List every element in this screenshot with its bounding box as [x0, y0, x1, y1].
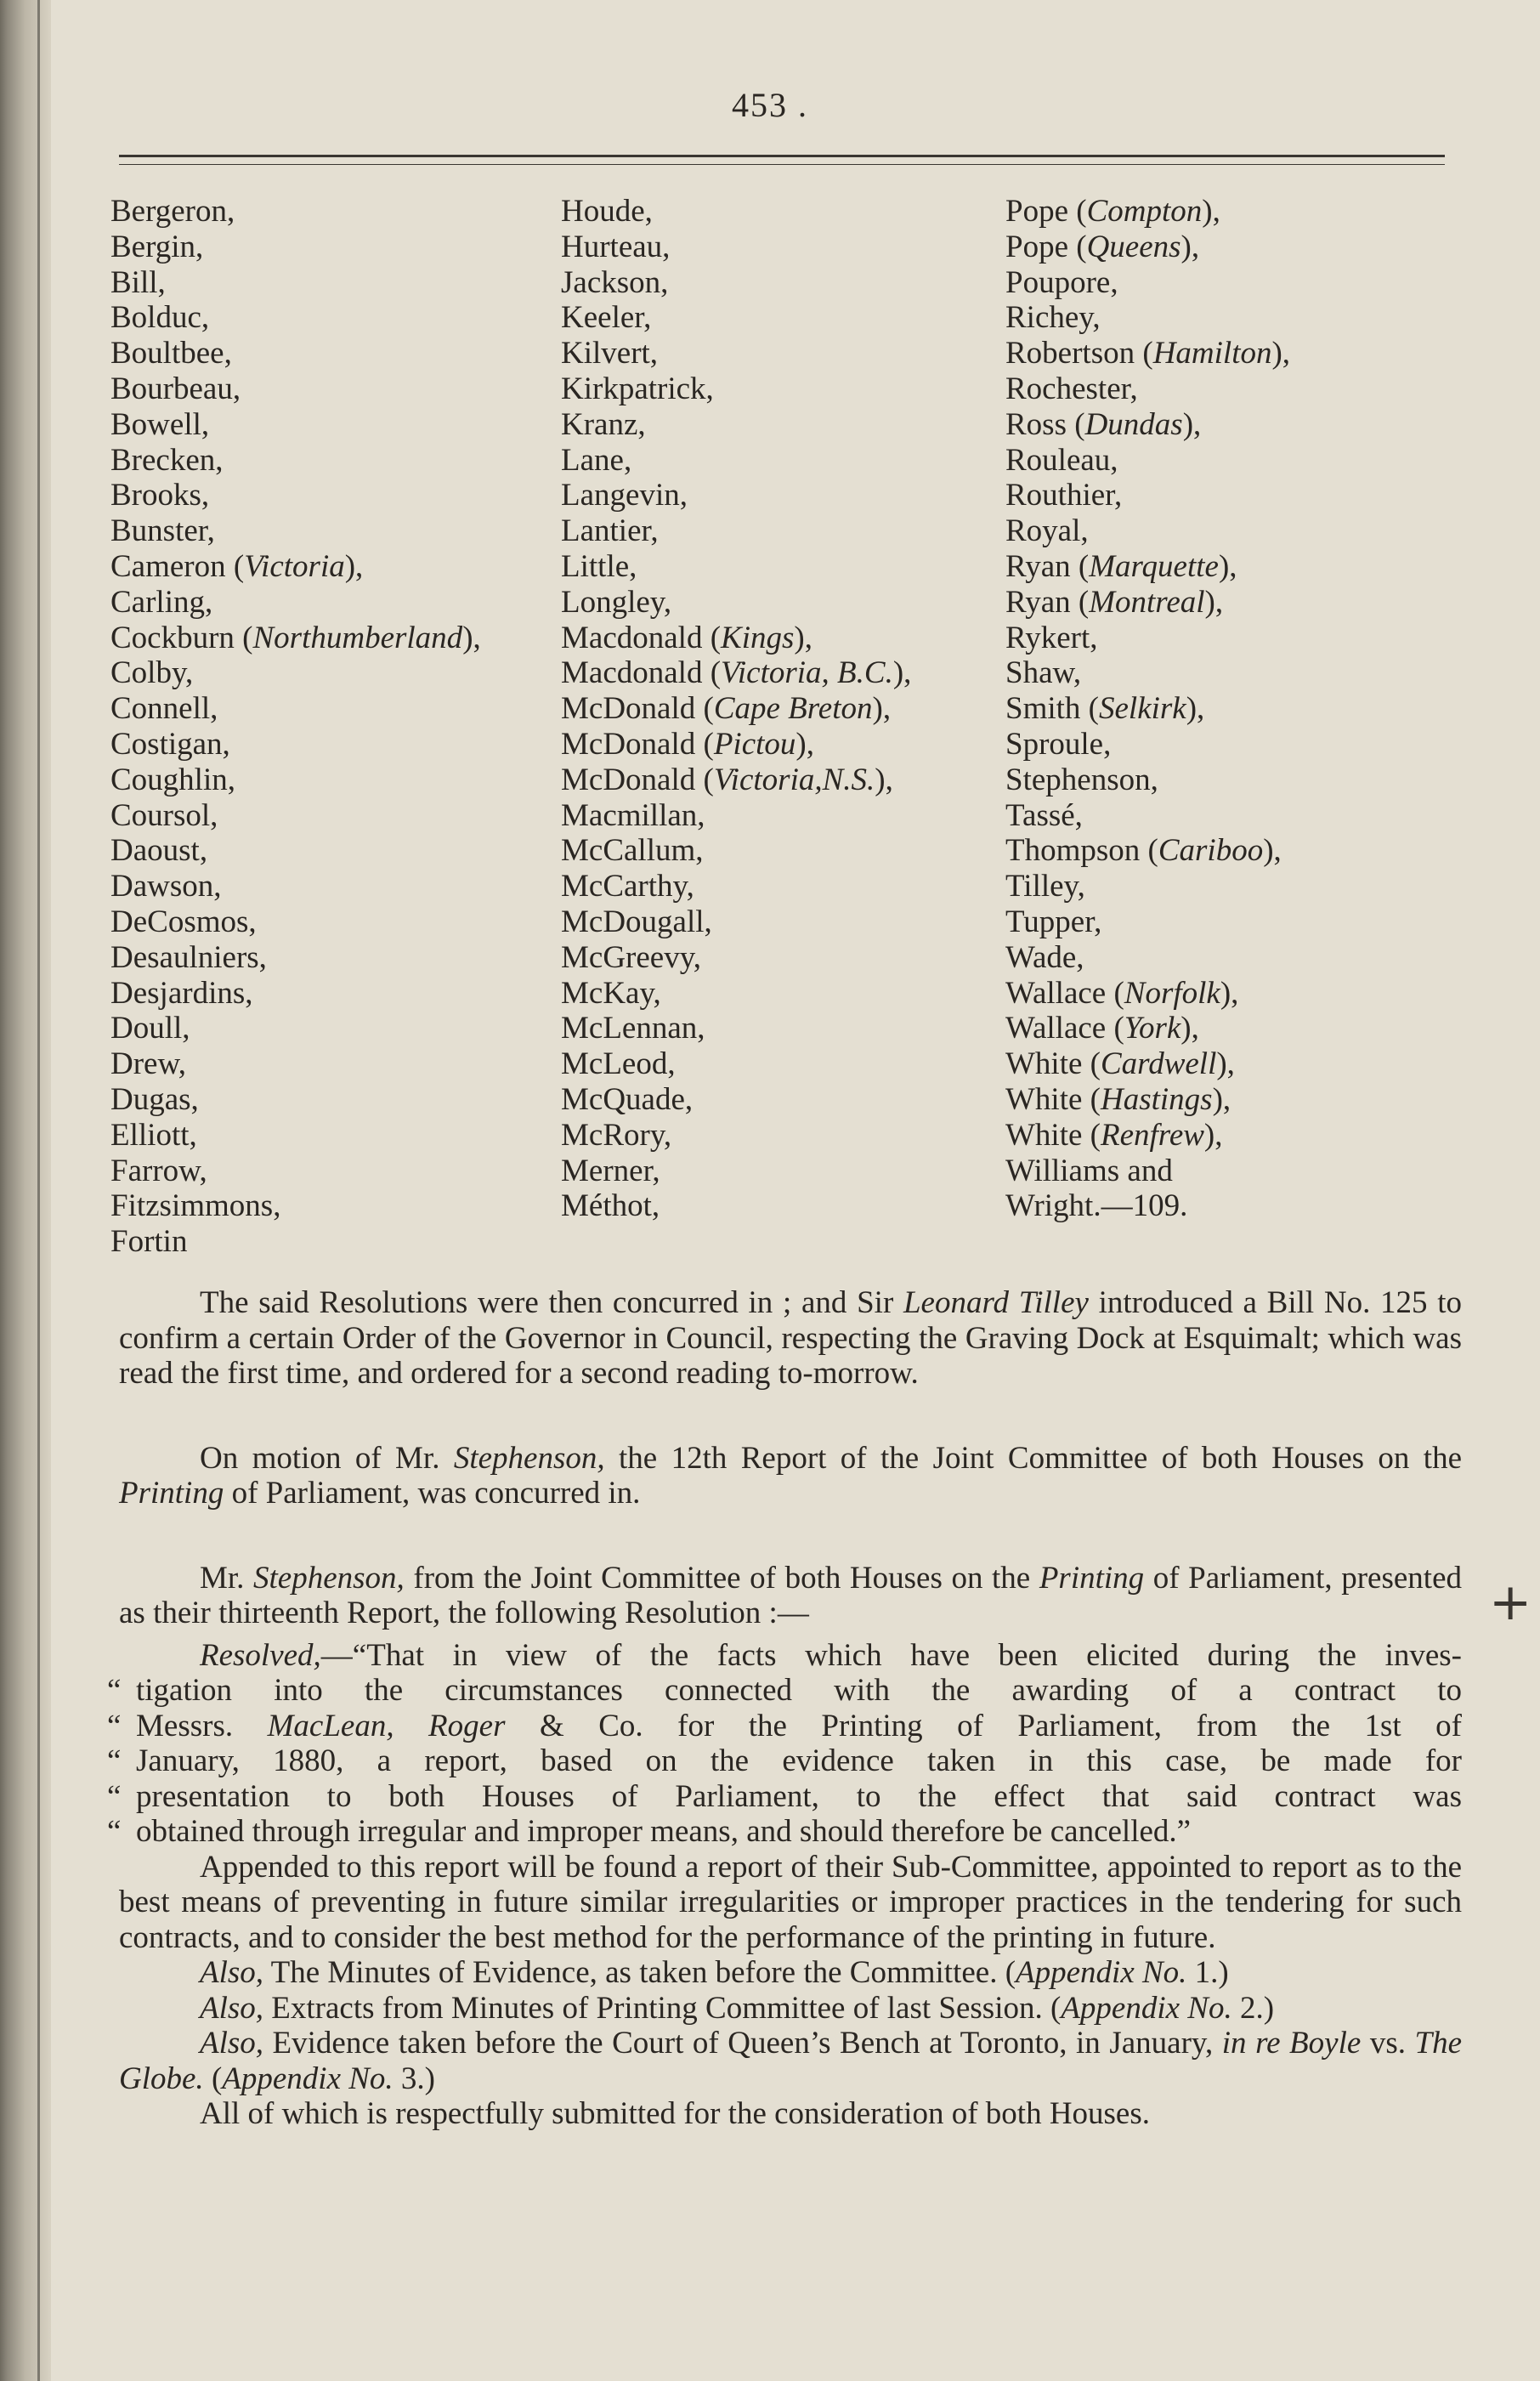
member-name: Pope (Queens), [1005, 229, 1200, 264]
paragraph-thirteenth-report [119, 1561, 1462, 1631]
member-name: Farrow, [110, 1153, 207, 1188]
italic-word: Appendix No. [222, 2061, 393, 2096]
resolution-quote [107, 1637, 1463, 1850]
member-name: Wallace (York), [1005, 1011, 1199, 1046]
member-name: Ryan (Marquette), [1005, 548, 1237, 584]
member-name: Cockburn (Northumberland), [110, 620, 481, 655]
member-name: Bill, [110, 264, 166, 300]
italic-word: Also, [200, 1955, 264, 1990]
member-name: Bourbeau, [110, 371, 241, 406]
text-run: of Parliament, was concurred in. [224, 1476, 641, 1511]
member-name: Wright.—109. [1005, 1188, 1188, 1224]
names-column-3 [1005, 194, 1479, 1260]
text-run: —“That in view of the facts which have been elicited during the inves- [320, 1637, 1462, 1673]
italic-word: The Globe. [119, 2026, 1462, 2096]
text-run: obtained through irregular and improper means, and should therefore be cancelled.” [136, 1814, 1192, 1849]
text-run: The Minutes of Evidence, as taken before the Committee. ( [263, 1955, 1016, 1990]
member-name: Ryan (Montreal), [1005, 584, 1224, 620]
member-name: Cameron (Victoria), [110, 548, 364, 584]
text-run: introduced a Bill No. 125 to confirm a certain Order of the Governor in Council, respecting the Graving Dock at Esquimalt; which was read the first time, and ordered for a second reading to-morrow. [119, 1285, 1463, 1391]
paragraph-also-2 [119, 1991, 1462, 2027]
member-name: McRory, [561, 1117, 672, 1153]
member-name: McCallum, [561, 833, 704, 869]
member-name: Coughlin, [110, 762, 235, 797]
member-name: Keeler, [561, 300, 652, 336]
member-name: Macmillan, [561, 797, 705, 833]
member-name: Rouleau, [1005, 442, 1118, 478]
member-name: Macdonald (Victoria, B.C.), [561, 655, 912, 691]
binding-edge-line [37, 0, 40, 2381]
header-rule-thick [119, 155, 1445, 157]
member-name: Kranz, [561, 406, 646, 442]
member-name: Elliott, [110, 1117, 197, 1153]
member-name: McKay, [561, 975, 661, 1011]
member-name: Brecken, [110, 442, 224, 478]
member-name: Longley, [561, 584, 672, 620]
member-name: Thompson (Cariboo), [1005, 833, 1282, 869]
resolved-label: Resolved, [200, 1637, 321, 1673]
member-name: Wallace (Norfolk), [1005, 975, 1239, 1011]
member-name: Ross (Dundas), [1005, 406, 1202, 442]
text-run: On motion of Mr. [200, 1440, 454, 1476]
italic-word: Also, [200, 2026, 264, 2061]
member-name: Doull, [110, 1011, 190, 1046]
member-name: Pope (Compton), [1005, 194, 1220, 229]
member-name: Costigan, [110, 726, 230, 762]
header-rule-thin [119, 164, 1445, 165]
member-name: Bolduc, [110, 300, 210, 336]
paragraph-bill-introduced [119, 1285, 1462, 1392]
member-name: Lantier, [561, 513, 659, 549]
member-name: Bergeron, [110, 194, 235, 229]
italic-word: in re Boyle [1221, 2026, 1362, 2061]
text-run: 2.) [1231, 1990, 1275, 2026]
text-run: from the Joint Committee of both Houses on the [404, 1560, 1039, 1596]
member-name: Stephenson, [1005, 762, 1158, 797]
member-name: Williams and [1005, 1153, 1173, 1188]
text-run: 3.) [393, 2061, 435, 2096]
italic-name: Stephenson, [453, 1440, 605, 1476]
italic-word: Appendix No. [1061, 1990, 1232, 2026]
member-name: Wade, [1005, 939, 1084, 975]
member-name: Bergin, [110, 229, 204, 264]
member-name: Merner, [561, 1153, 660, 1188]
italic-word: Printing [1039, 1560, 1145, 1596]
member-name: Kilvert, [561, 336, 659, 371]
italic-word: Printing [119, 1476, 224, 1511]
member-name: Tilley, [1005, 869, 1085, 904]
member-name: Macdonald (Kings), [561, 620, 812, 655]
paragraph-appended: Appended to this report will be found a report of their Sub-Committee, appointed to report as to the best means of preventing in future similar irregularities or improper practices in the tendering for such contracts, and to consider the best method for the performance of the printing in future. [119, 1849, 1462, 1955]
member-name: Jackson, [561, 264, 669, 300]
member-name: Bunster, [110, 513, 215, 549]
paragraph-also-1 [119, 1955, 1462, 1991]
member-name: Tassé, [1005, 797, 1083, 833]
member-name: Shaw, [1005, 655, 1082, 691]
paragraph-also-3 [119, 2026, 1462, 2096]
paragraph-closing: All of which is respectfully submitted for the consideration of both Houses. [200, 2096, 1151, 2131]
resolution-line [119, 1638, 1462, 1674]
member-name: White (Hastings), [1005, 1081, 1231, 1117]
resolution-line: “ obtained through irregular and improper means, and should therefore be cancelled.” [119, 1814, 1462, 1850]
text-run: the 12th Report of the Joint Committee of both Houses on the [604, 1440, 1462, 1476]
member-name: Tupper, [1005, 904, 1102, 939]
member-name: McDougall, [561, 904, 712, 939]
paragraph-report-concurred [119, 1441, 1462, 1511]
member-name: McQuade, [561, 1081, 694, 1117]
member-name: McLeod, [561, 1046, 676, 1082]
member-name: Coursol, [110, 797, 218, 833]
member-name: Brooks, [110, 478, 210, 513]
resolution-line: “ Messrs. MacLean, Roger & Co. for the Printing of Parliament, from the 1st of [107, 1708, 1463, 1743]
member-name: Desaulniers, [110, 939, 267, 975]
member-name: Dugas, [110, 1081, 199, 1117]
member-name: McCarthy, [561, 869, 694, 904]
text-run: Extracts from Minutes of Printing Committee of last Session. ( [263, 1990, 1062, 2026]
member-name: Bowell, [110, 406, 210, 442]
member-name: Smith (Selkirk), [1005, 691, 1205, 727]
text-run: January, 1880, a report, based on the evidence taken in this case, be made for [136, 1743, 1462, 1778]
member-name: Daoust, [110, 833, 208, 869]
text-run: Messrs. [136, 1708, 268, 1743]
margin-cross-mark: + [1489, 1573, 1532, 1632]
member-name: McDonald (Cape Breton), [561, 691, 892, 727]
text-run: tigation into the circumstances connected with the awarding of a contract to [136, 1673, 1462, 1708]
member-name: Drew, [110, 1046, 187, 1082]
resolution-line: “ presentation to both Houses of Parliament, to the effect that said contract was [107, 1778, 1462, 1814]
book-binding-shadow [0, 0, 51, 2381]
member-name: Méthot, [561, 1188, 660, 1224]
member-name: Langevin, [561, 478, 688, 513]
member-name: Lane, [561, 442, 632, 478]
member-name: Royal, [1005, 513, 1089, 549]
text-run: presentation to both Houses of Parliament, to the effect that said contract was [136, 1778, 1462, 1814]
member-name: Poupore, [1005, 264, 1118, 300]
member-name: White (Renfrew), [1005, 1117, 1223, 1153]
text-run: 1.) [1186, 1955, 1229, 1990]
italic-name: MacLean, Roger [267, 1708, 506, 1743]
member-name: McGreevy, [561, 939, 702, 975]
member-name: Fitzsimmons, [110, 1188, 281, 1224]
resolution-line: “ January, 1880, a report, based on the evidence taken in this case, be made for [107, 1743, 1462, 1778]
italic-word: Appendix No. [1016, 1955, 1187, 1990]
member-name: Rykert, [1005, 620, 1098, 655]
text-run: of Parliament, presented as their thirteenth Report, the following Resolution :— [119, 1560, 1463, 1630]
member-name: Sproule, [1005, 726, 1112, 762]
member-name: Richey, [1005, 300, 1101, 336]
journal-text [107, 1285, 1463, 2132]
member-name: Colby, [110, 655, 194, 691]
page-number: 453 . [732, 86, 808, 124]
member-name: DeCosmos, [110, 904, 257, 939]
member-name: Connell, [110, 691, 218, 727]
member-name: Rochester, [1005, 371, 1138, 406]
member-name: Dawson, [110, 869, 222, 904]
text-run: Mr. [200, 1560, 254, 1596]
member-name: White (Cardwell), [1005, 1046, 1235, 1082]
text-run: vs. [1361, 2026, 1415, 2061]
member-name: Houde, [561, 194, 653, 229]
text-run: & Co. for the Printing of Parliament, from the 1st of [505, 1708, 1463, 1743]
member-name: Carling, [110, 584, 213, 620]
text-run: Evidence taken before the Court of Queen’s Bench at Toronto, in January, [263, 2026, 1222, 2061]
member-name: Robertson (Hamilton), [1005, 336, 1291, 371]
division-names-list [110, 194, 1479, 1260]
italic-word: Also, [200, 1990, 264, 2026]
text-run: ( [203, 2061, 223, 2096]
italic-name: Stephenson, [253, 1560, 405, 1596]
resolution-line: “ tigation into the circumstances connected with the awarding of a contract to [107, 1673, 1462, 1708]
member-name: McDonald (Victoria,N.S.), [561, 762, 893, 797]
member-name: McLennan, [561, 1011, 705, 1046]
member-name: Desjardins, [110, 975, 253, 1011]
names-column-2 [561, 194, 1005, 1260]
member-name: Kirkpatrick, [561, 371, 714, 406]
italic-name: Leonard Tilley [903, 1285, 1089, 1320]
member-name: Hurteau, [561, 229, 671, 264]
member-name: Fortin [110, 1224, 188, 1260]
member-name: Boultbee, [110, 336, 232, 371]
member-name: Little, [561, 548, 637, 584]
member-name: Routhier, [1005, 478, 1123, 513]
text-run: The said Resolutions were then concurred in ; and Sir [200, 1285, 903, 1320]
member-name: McDonald (Pictou), [561, 726, 814, 762]
names-column-1 [110, 194, 561, 1260]
